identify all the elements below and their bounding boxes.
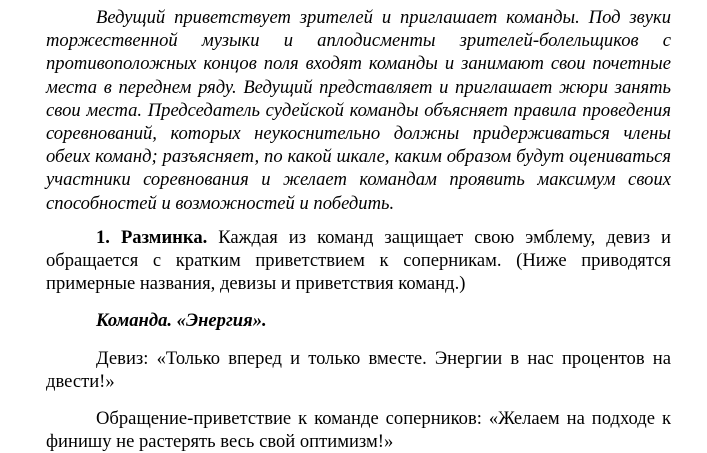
document-page — [46, 6, 671, 453]
intro-paragraph: Ведущий приветствует зрителей и приглашает команды. Под звуки торжественной музыки и аплодисменты зрителей-болельщиков с противоположных концов поля входят команды и занимают свои почетные места в переднем ряду. Ведущий представляет и приглашает жюри занять свои места. Председатель судейской команды объясняет правила проведения соревнований, которых неукоснительно должны придерживаться члены обеих команд; разъясняет, по какой шкале, каким образом будут оцениваться участники соревнования и желает командам проявить максимум своих способностей и возможностей и победить. — [46, 7, 671, 214]
section-warmup-paragraph — [46, 226, 671, 296]
team-greeting-paragraph: Обращение-приветствие к команде соперников: «Желаем на подходе к финишу не растерять весь свой оптимизм!» — [46, 408, 671, 453]
team-motto-paragraph: Девиз: «Только вперед и только вместе. Энергии в нас процентов на двести!» — [46, 347, 671, 392]
section-warmup-text: Каждая из команд защищает свою эмблему, девиз и обращается с кратким приветствием к соперникам. (Ниже приводятся примерные названия, девизы и приветствия команд.) — [46, 226, 671, 295]
team-name-heading: Команда. «Энергия». — [96, 310, 267, 332]
section-warmup-heading: 1. Разминка. — [96, 226, 208, 248]
